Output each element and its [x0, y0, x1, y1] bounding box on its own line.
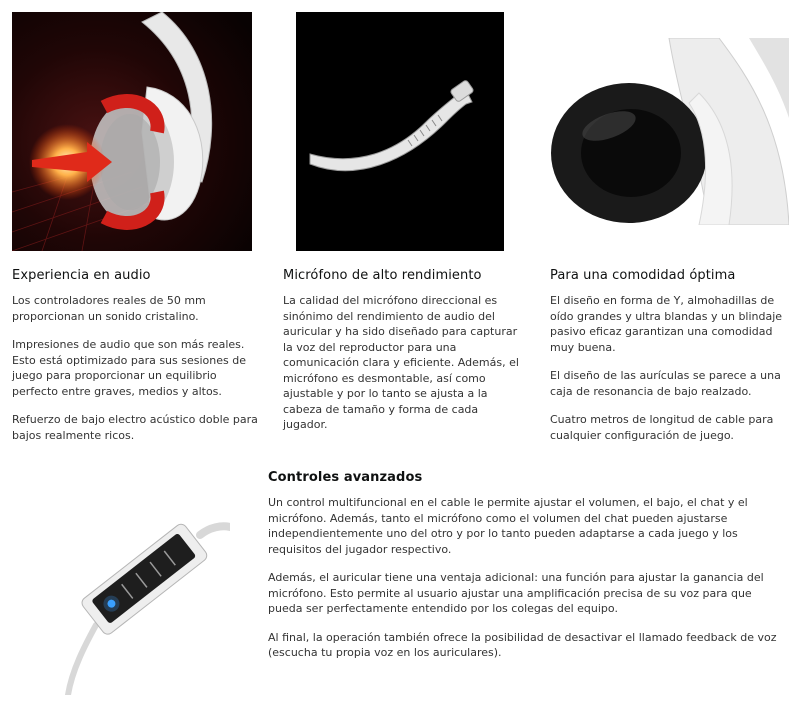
section-title: Experiencia en audio — [12, 268, 151, 283]
section-title: Micrófono de alto rendimiento — [283, 268, 482, 283]
section-paragraph: Un control multifuncional en el cable le permite ajustar el volumen, el bajo, el chat y el micrófono. Además, tanto el micrófono como el volumen del chat pueden ajustarse independientemente uno del otro y por lo tanto pueden adaptarse a cada juego y los requisitos del jugador respectivo. — [268, 496, 748, 556]
section-comfort — [550, 268, 790, 456]
cable-controller-image — [60, 505, 230, 695]
section-paragraph: El diseño de las aurículas se parece a una caja de resonancia de bajo realzado. — [550, 369, 781, 398]
section-paragraph: Los controladores reales de 50 mm proporcionan un sonido cristalino. — [12, 294, 206, 323]
section-controls — [268, 470, 788, 674]
section-paragraph: Cuatro metros de longitud de cable para cualquier configuración de juego. — [550, 413, 774, 442]
ear-cushions-image — [549, 38, 789, 225]
section-paragraph: La calidad del micrófono direccional es sinónimo del rendimiento de audio del auricular y ha sido diseñado para capturar la voz del reproductor para una comunicación clara y eficiente. Además, el micrófono es desmontable, así como ajustable y por lo tanto se ajusta a la cabeza de tamaño y forma de cada jugador. — [283, 294, 519, 431]
section-paragraph: Al final, la operación también ofrece la posibilidad de desactivar el llamado feedback de voz (escucha tu propia voz en los auriculares). — [268, 630, 777, 659]
headset-audio-driver-image — [12, 12, 252, 251]
section-paragraph: Impresiones de audio que son más reales. Esto está optimizado para sus sesiones de juego para proporcionar un equilibrio perfecto entre graves, medios y altos. — [12, 338, 246, 398]
section-title: Para una comodidad óptima — [550, 268, 736, 283]
section-microphone — [283, 268, 523, 446]
section-paragraph: El diseño en forma de Y, almohadillas de oído grandes y ultra blandas y un blindaje pasivo eficaz garantizan una comodidad muy buena. — [550, 294, 783, 354]
section-audio — [12, 268, 262, 456]
section-title: Controles avanzados — [268, 470, 423, 485]
section-paragraph: Refuerzo de bajo electro acústico doble para bajos realmente ricos. — [12, 413, 258, 442]
section-paragraph: Además, el auricular tiene una ventaja adicional: una función para ajustar la ganancia del micrófono. Esto permite al usuario ajustar una amplificación precisa de su voz para que pueda ser perfectamente entendido por los colegas del equipo. — [268, 571, 764, 615]
detachable-microphone-image — [296, 12, 504, 251]
